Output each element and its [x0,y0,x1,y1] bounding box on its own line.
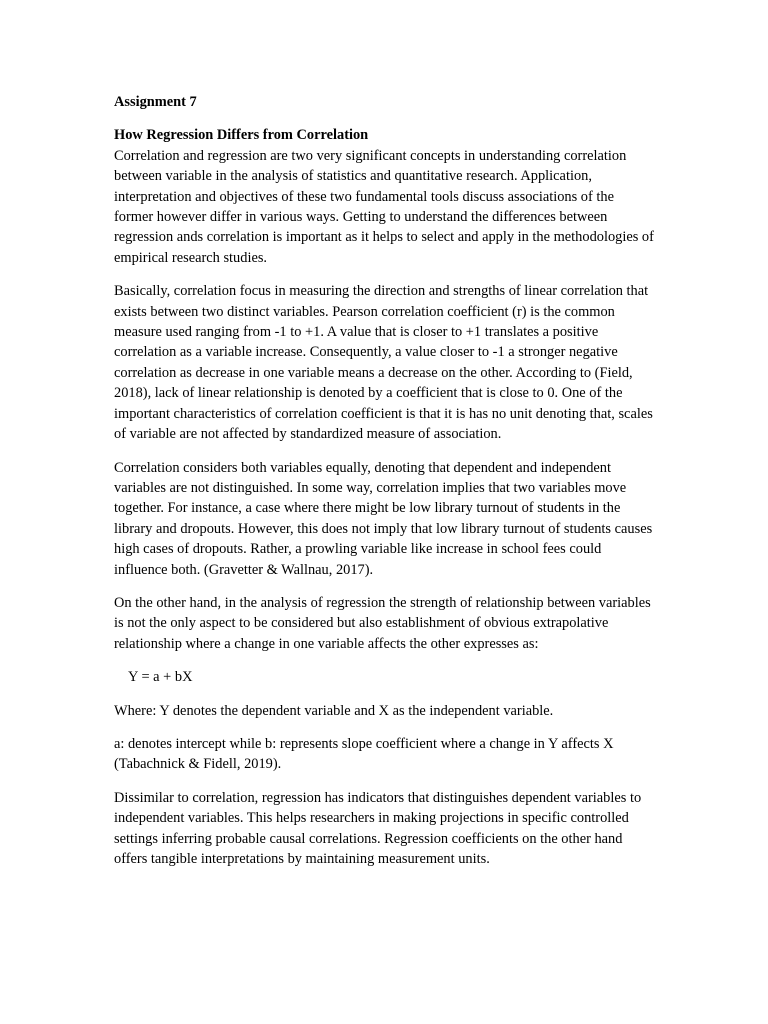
paragraph-regression-intro: On the other hand, in the analysis of regression the strength of relationship between variables is not the only aspect to be considered but also establishment of obvious extrapolative relationship where a change in one variable affects the other expresses as: [114,594,651,652]
paragraph-correlation-variables: Correlation considers both variables equally, denoting that dependent and independent variables are not distinguished. In some way, correlation implies that two variables move together. For instance, a case where there might be low library turnout of students in the library and dropouts. However, this does not imply that low library turnout of students causes high cases of dropouts. Rather, a prowling variable like increase in school fees could influence both. (Gravetter & Wallnau, 2017). [114,459,653,578]
paragraph-where: Where: Y denotes the dependent variable and X as the independent variable. [114,702,554,719]
paragraph-correlation-basics: Basically, correlation focus in measuring the direction and strengths of linear correlation that exists between two distinct variables. Pearson correlation coefficient (r) is the common measure used ranging from -1 to +1. A value that is closer to +1 translates a positive correlation as a variable increase. Consequently, a value closer to -1 a stronger negative correlation as decrease in one variable means a decrease on the other. According to (Field, 2018), lack of linear relationship is denoted by a coefficient that is close to 0. One of the important characteristics of correlation coefficient is that it is has no unit denoting that, scales of variable are not affected by standardized measure of association. [114,283,653,443]
paragraph-dissimilar: Dissimilar to correlation, regression has indicators that distinguishes dependent variables to independent variables. This helps researchers in making projections in specific controlled settings inferring probable causal correlations. Regression coefficients on the other hand offers tangible interpretations by maintaining measurement units. [114,789,642,867]
paragraph-coefficients: a: denotes intercept while b: represents slope coefficient where a change in Y affects X (Tabachnick & Fidell, 2019). [114,735,614,773]
paragraph-intro: Correlation and regression are two very significant concepts in understanding correlation between variable in the analysis of statistics and quantitative research. Application, interpretation and objectives of these two fundamental tools discuss associations of the former however differ in various ways. Getting to understand the differences between regression ands correlation is important as it helps to select and apply in the methodologies of empirical research studies. [114,147,654,266]
section-heading: How Regression Differs from Correlation [114,127,369,144]
document-page [114,92,654,882]
document-title: Assignment 7 [114,94,197,110]
regression-equation: Y = a + bX [128,669,193,686]
